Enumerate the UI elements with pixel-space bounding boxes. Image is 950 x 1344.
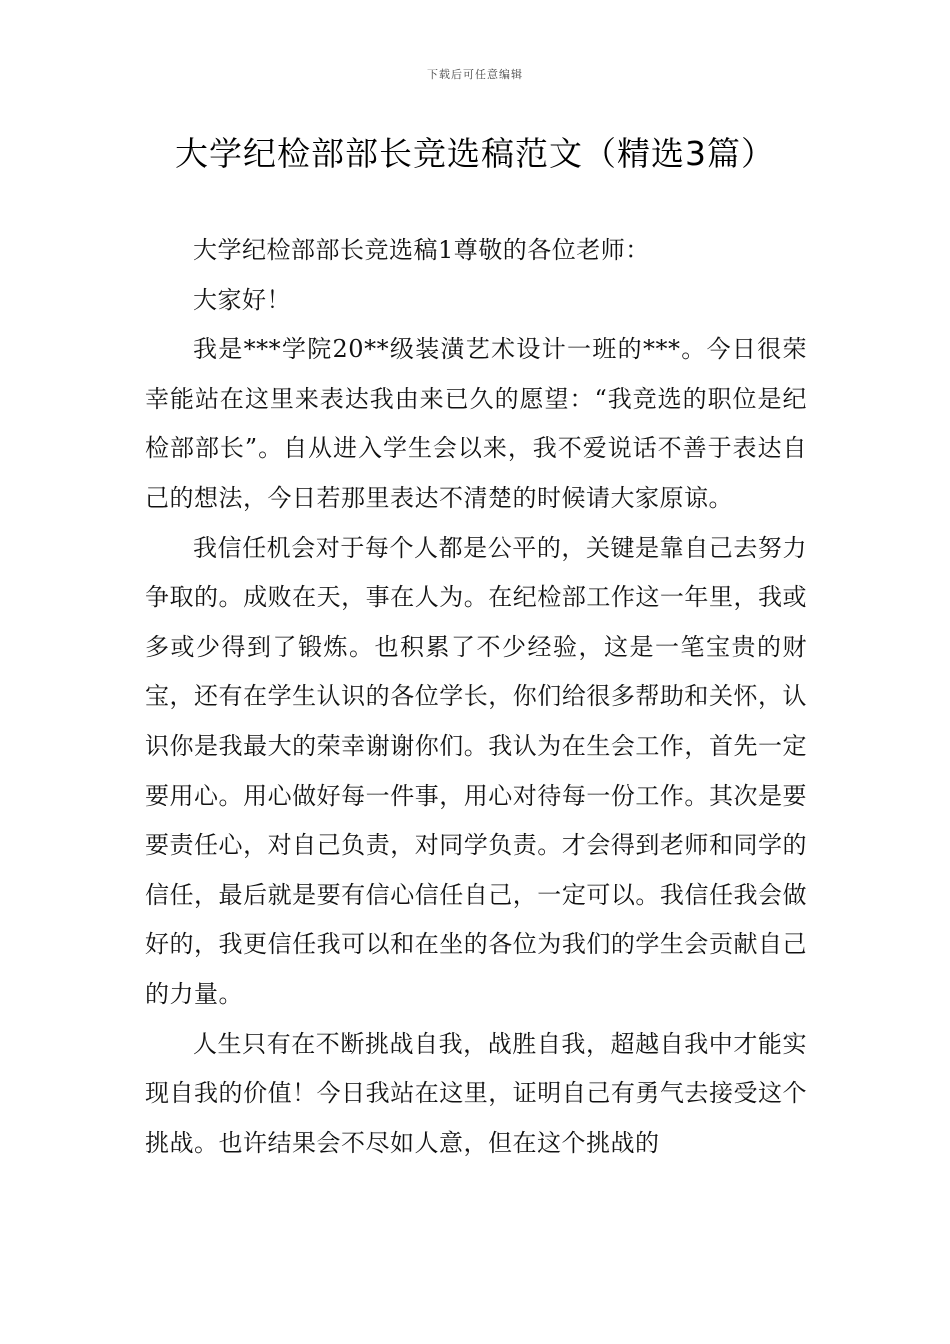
paragraph-salutation: 大学纪检部部长竞选稿1尊敬的各位老师：: [193, 236, 650, 264]
paragraph-experience: 我信任机会对于每个人都是公平的，关键是靠自己去努力争取的。成败在天，事在人为。在纪检部工作这一年里，我或多或少得到了锻炼。也积累了不少经验，这是一笔宝贵的财宝，还有在学生认识的各位学长，你们给很多帮助和关怀，认识你是我最大的荣幸谢谢你们。我认为在生会工作，首先一定要用心。用心做好每一件事，用心对待每一份工作。其次是要要责任心，对自己负责，对同学负责。才会得到老师和同学的信任，最后就是要有信心信任自己，一定可以。我信任我会做好的，我更信任我可以和在坐的各位为我们的学生会贡献自己的力量。: [145, 533, 807, 1008]
document-title: 大学纪检部部长竞选稿范文（精选3篇）: [175, 134, 775, 173]
paragraph-introduction: 我是***学院20**级装潢艺术设计一班的***。今日很荣幸能站在这里来表达我由来已久的愿望：“我竞选的职位是纪检部部长”。自从进入学生会以来，我不爱说话不善于表达自己的想法，今日若那里表达不清楚的时候请大家原谅。: [145, 335, 807, 512]
header-note: 下载后可任意编辑: [427, 68, 523, 81]
document-body: [145, 226, 807, 1168]
paragraph-challenge: 人生只有在不断挑战自我，战胜自我，超越自我中才能实现自我的价值！今日我站在这里，证明自己有勇气去接受这个挑战。也许结果会不尽如人意，但在这个挑战的: [145, 1029, 807, 1157]
paragraph-greeting: 大家好！: [193, 285, 291, 314]
